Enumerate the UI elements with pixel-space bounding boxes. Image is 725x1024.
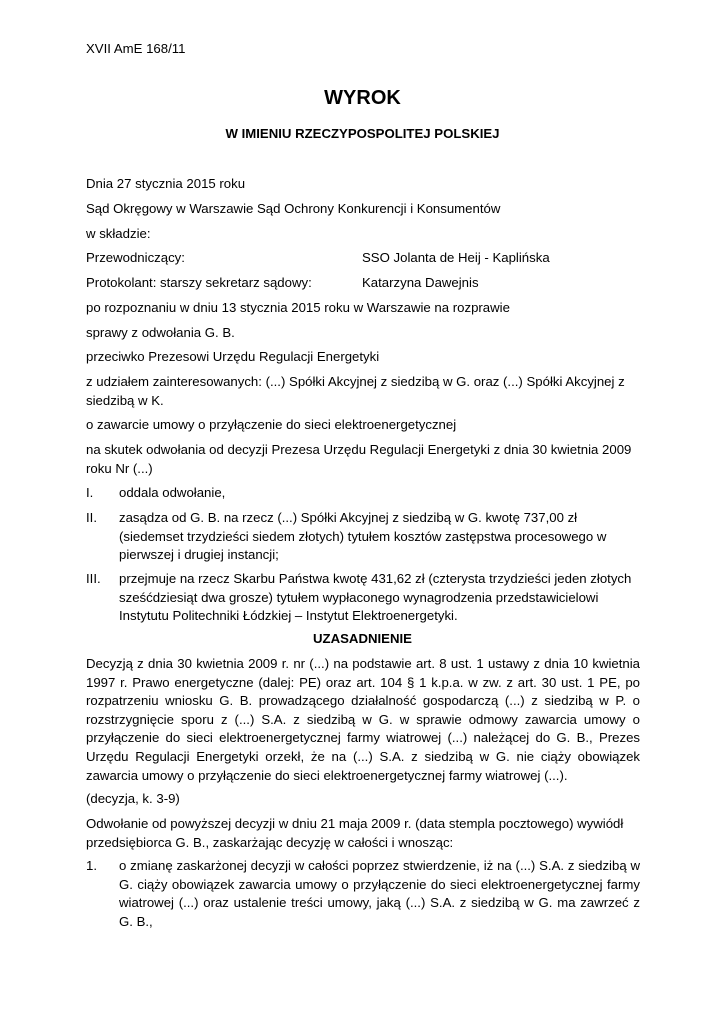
justification-paragraph: Odwołanie od powyższej decyzji w dniu 21 maja 2009 r. (data stempla pocztowego) wywiódł przedsiębiorca G. B., zaskarżając decyzję w całości i wnosząc: xyxy=(86,816,624,850)
clerk-label: Protokolant: starszy sekretarz sądowy: xyxy=(86,275,312,290)
presiding-row xyxy=(86,249,640,268)
date-line: Dnia 27 stycznia 2015 roku xyxy=(86,176,246,191)
presiding-label: Przewodniczący: xyxy=(86,250,185,265)
justification-paragraph: Decyzją z dnia 30 kwietnia 2009 r. nr (...) na podstawie art. 8 ust. 1 ustawy z dnia 10 kwietnia 1997 r. Prawo energetyczne (dalej: PE) oraz art. 104 § 1 k.p.a. w zw. z art. 30 ust. 1 PE, po rozpatrzeniu wniosku G. B. prowadzącego działalność gospodarczą (...) z siedzibą w P. o rozstrzygnięcie sporu z (...) S.A. z siedzibą w G. w sprawie odmowy zawarcia umowy o przyłączenie do sieci elektroenergetycznej farmy wiatrowej (...) należącej do G. B., Prezes Urzędu Regulacji Energetyki orzekł, że na (...) S.A. z siedzibą w G. nie ciąży obowiązek zawarcia umowy o przyłączenie do sieci elektroenergetycznej farmy wiatrowej (...). xyxy=(86,656,640,783)
request-text: o zmianę zaskarżonej decyzji w całości poprzez stwierdzenie, iż na (...) S.A. z siedzibą w G. ciąży obowiązek zawarcia umowy o przyłączenie do sieci elektroenergetycznej farmy wiatrowej (...) oraz ustalenie treści umowy, jaką (...) S.A. z siedzibą w G. ma zawrzeć z G. B., xyxy=(119,858,640,929)
clerk-name: Katarzyna Dawejnis xyxy=(362,275,479,290)
presiding-name: SSO Jolanta de Heij - Kaplińska xyxy=(362,250,550,265)
clerk-row xyxy=(86,274,640,293)
composition-label: w składzie: xyxy=(86,226,151,241)
appeal-line: na skutek odwołania od decyzji Prezesa Urzędu Regulacji Energetyki z dnia 30 kwietnia 2009 roku Nr (...) xyxy=(86,442,632,476)
request-number: 1. xyxy=(86,858,97,873)
case-of-line: sprawy z odwołania G. B. xyxy=(86,325,235,340)
court-name: Sąd Okręgowy w Warszawie Sąd Ochrony Konkurencji i Konsumentów xyxy=(86,201,501,216)
ruling-number: II. xyxy=(86,510,97,525)
participants-line: z udziałem zainteresowanych: (...) Spółki Akcyjnej z siedzibą w G. oraz (...) Spółki Akcyjnej z siedzibą w K. xyxy=(86,374,625,408)
ruling-number: I. xyxy=(86,485,94,500)
case-number: XVII AmE 168/11 xyxy=(86,41,186,56)
document-title: WYROK xyxy=(324,87,401,109)
hearing-line: po rozpoznaniu w dniu 13 stycznia 2015 roku w Warszawie na rozprawie xyxy=(86,300,510,315)
ruling-text: przejmuje na rzecz Skarbu Państwa kwotę 431,62 zł (czterysta trzydzieści jeden złotych sześćdziesiąt dwa grosze) tytułem wypłaconego wynagrodzenia przedstawicielowi Instytutu Politechniki Łódzkiej – Instytut Elektroenergetyki. xyxy=(119,571,632,624)
subject-line: o zawarcie umowy o przyłączenie do sieci elektroenergetycznej xyxy=(86,417,457,432)
against-line: przeciwko Prezesowi Urzędu Regulacji Energetyki xyxy=(86,349,380,364)
ruling-text: zasądza od G. B. na rzecz (...) Spółki Akcyjnej z siedzibą w G. kwotę 737,00 zł (siedemset trzydzieści siedem złotych) tytułem kosztów zastępstwa procesowego w pierwszej i drugiej instancji; xyxy=(119,510,607,563)
justification-reference: (decyzja, k. 3-9) xyxy=(86,791,180,806)
ruling-text: oddala odwołanie, xyxy=(119,485,226,500)
justification-heading: UZASADNIENIE xyxy=(313,631,412,646)
document-subtitle: W IMIENIU RZECZYPOSPOLITEJ POLSKIEJ xyxy=(225,126,500,141)
ruling-number: III. xyxy=(86,571,101,586)
